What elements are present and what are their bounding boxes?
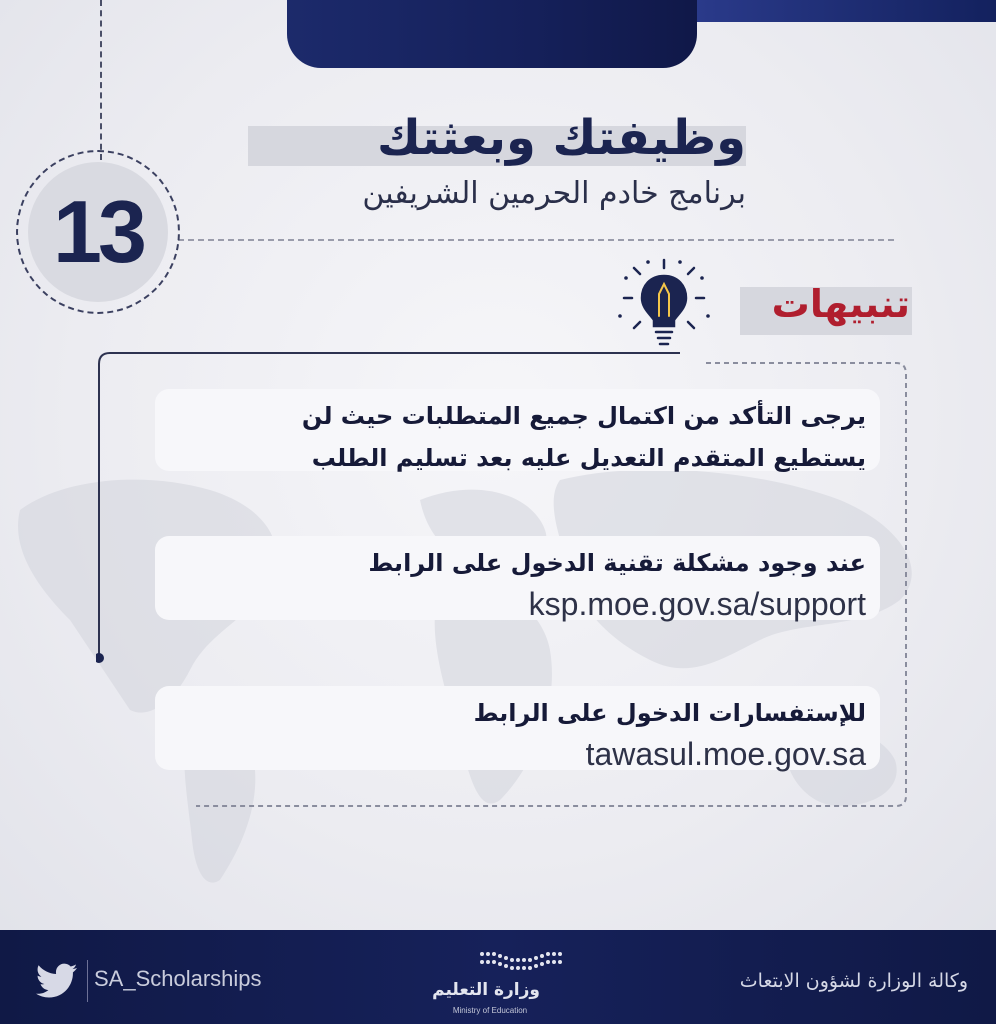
ministry-logo-icon — [478, 950, 568, 974]
footer-separator — [87, 960, 88, 1002]
alert-text-line: للإستفسارات الدخول على الرابط — [473, 699, 866, 727]
title-block — [377, 110, 746, 166]
alerts-title: تنبيهات — [771, 282, 910, 326]
top-strip-decoration — [697, 0, 996, 22]
ministry-name-english: Ministry of Education — [452, 1006, 528, 1015]
twitter-handle[interactable]: SA_Scholarships — [94, 966, 262, 991]
alert-card-inquiries — [155, 686, 880, 770]
agency-name: وكالة الوزارة لشؤون الابتعاث — [739, 970, 968, 992]
ministry-name-arabic: وزارة التعليم — [432, 980, 540, 1000]
alert-text-line: عند وجود مشكلة تقنية الدخول على الرابط — [368, 549, 866, 577]
page-subtitle: برنامج خادم الحرمين الشريفين — [362, 176, 746, 211]
alert-text-line: يستطيع المتقدم التعديل عليه بعد تسليم الطلب — [311, 444, 866, 472]
support-link[interactable]: ksp.moe.gov.sa/support — [528, 586, 866, 622]
tawasul-link[interactable]: tawasul.moe.gov.sa — [585, 736, 866, 772]
number-badge-value: 13 — [53, 182, 143, 281]
alert-card-technical-support — [155, 536, 880, 620]
alert-card-requirements — [155, 389, 880, 471]
page-title: وظيفتك وبعثتك — [376, 110, 746, 166]
top-tab-decoration — [287, 0, 697, 68]
header-divider — [178, 239, 894, 241]
dashed-connector-line — [100, 0, 102, 160]
lightbulb-pencil-icon — [612, 254, 716, 354]
alert-text-line: يرجى التأكد من اكتمال جميع المتطلبات حيث لن — [301, 402, 866, 430]
number-badge — [28, 162, 168, 302]
twitter-icon[interactable] — [36, 963, 78, 999]
